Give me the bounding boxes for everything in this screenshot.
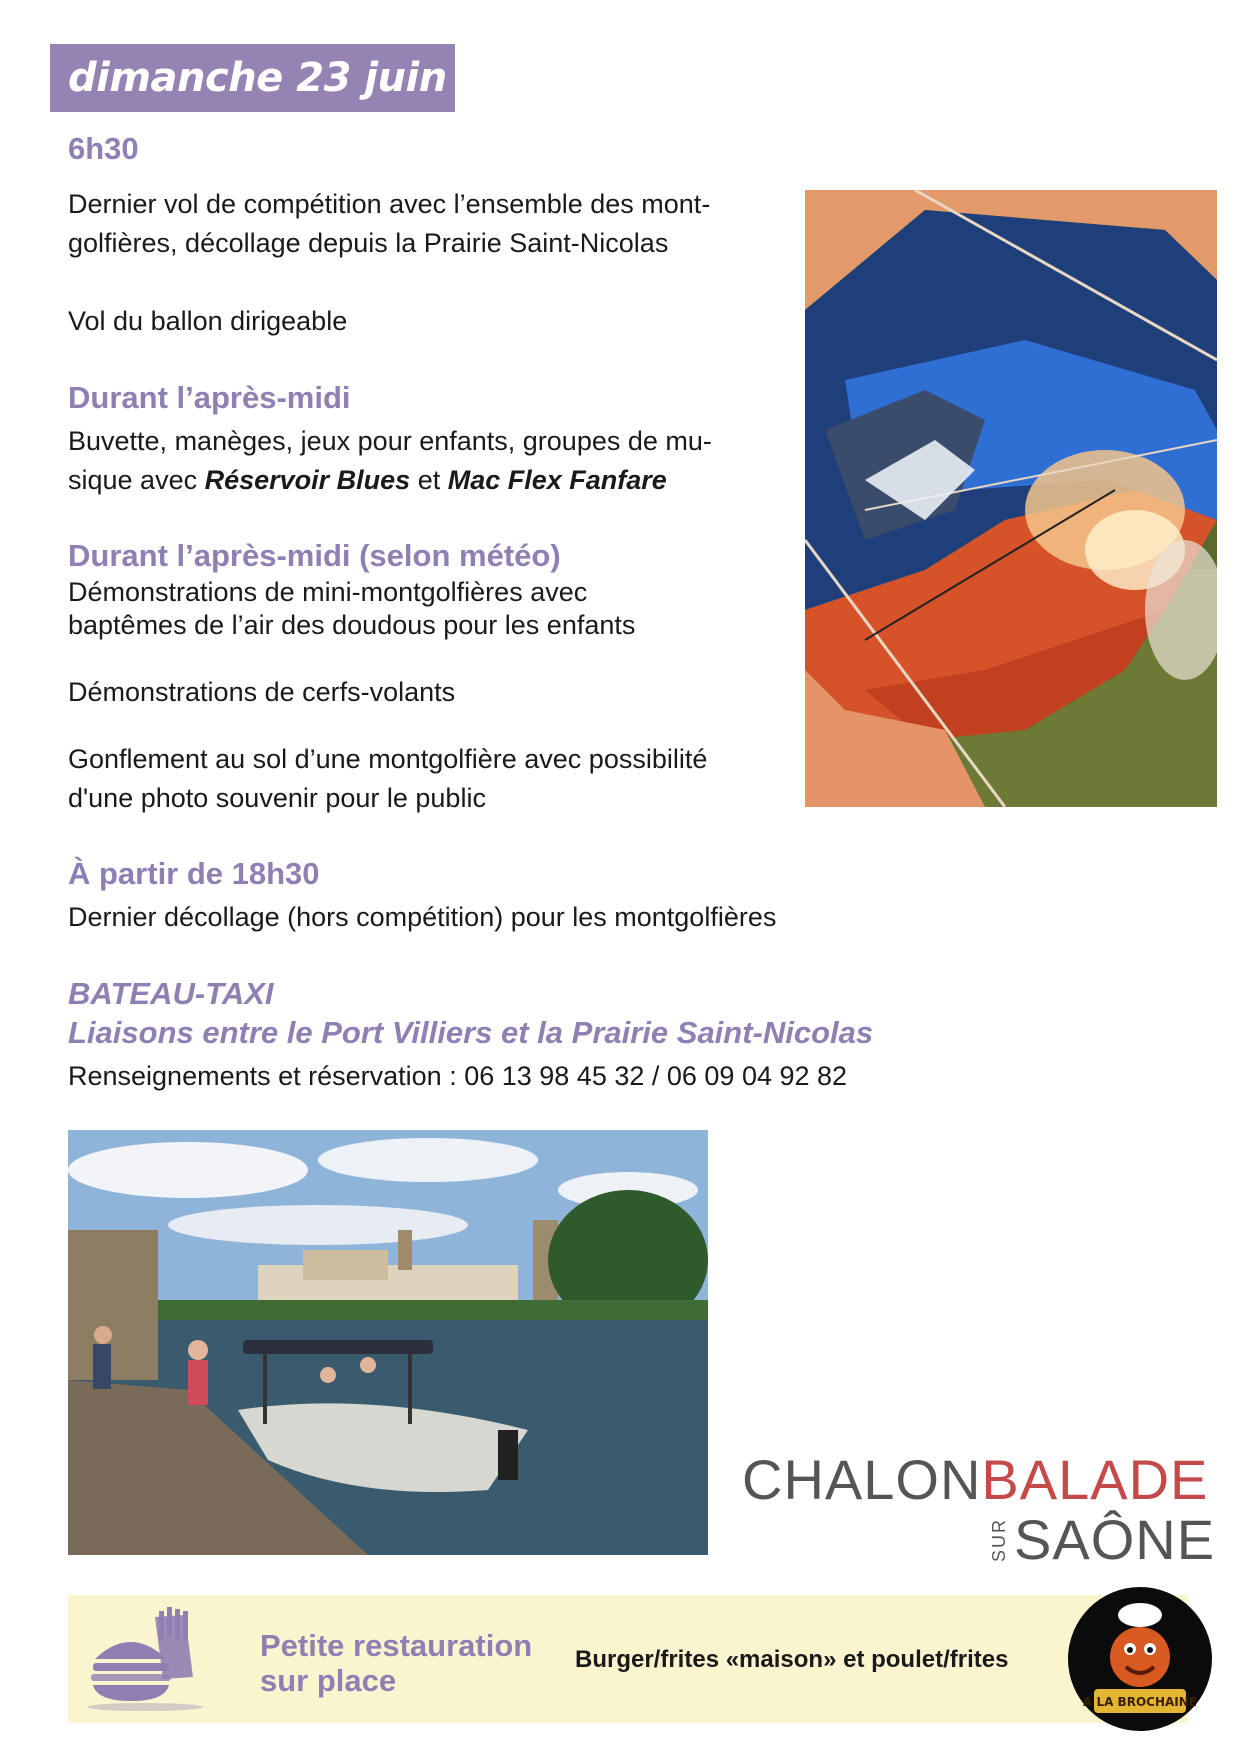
- section-text-line: Dernier vol de compétition avec l’ensemble des mont-: [68, 189, 711, 219]
- logo-row-top: [742, 1450, 1208, 1510]
- logo-word-saone: SAÔNE: [1014, 1508, 1216, 1571]
- section-text-line: Vol du ballon dirigeable: [68, 306, 348, 336]
- brochaine-logo: [1066, 1585, 1214, 1733]
- section-heading-18h30: À partir de 18h30: [68, 856, 320, 891]
- restauration-title-line: Petite restauration: [260, 1628, 533, 1663]
- page-title: dimanche 23 juin: [50, 44, 455, 112]
- section-text-line: Démonstrations de cerfs-volants: [68, 677, 456, 707]
- restauration-detail: Burger/frites «maison» et poulet/frites: [575, 1646, 1009, 1673]
- logo-word-chalon: CHALON: [742, 1448, 982, 1511]
- text-fragment: sique avec: [68, 465, 205, 495]
- section-text-line: Démonstrations de mini-montgolfières avec: [68, 577, 588, 607]
- bateau-heading: BATEAU-TAXI: [68, 976, 274, 1011]
- section-text-line: Gonflement au sol d’une montgolfière avec possibilité: [68, 744, 708, 774]
- logo-word-sur: SUR: [989, 1517, 1009, 1562]
- section-heading-apres-midi: Durant l’après-midi: [68, 380, 351, 415]
- logo-word-balade: BALADE: [981, 1448, 1209, 1511]
- boat-photo-art: [68, 1130, 708, 1555]
- section-text-line: d'une photo souvenir pour le public: [68, 783, 486, 813]
- brochaine-logo-text: A LA BROCHAINE: [1082, 1695, 1198, 1709]
- section-heading-apres-midi-meteo: Durant l’après-midi (selon météo): [68, 538, 561, 573]
- bateau-subheading: Liaisons entre le Port Villiers et la Prairie Saint-Nicolas: [68, 1015, 874, 1050]
- restauration-title-line: sur place: [260, 1663, 397, 1698]
- section-text-line: Buvette, manèges, jeux pour enfants, groupes de mu-: [68, 426, 712, 456]
- section-text-line: Dernier décollage (hors compétition) pour les montgolfières: [68, 902, 777, 932]
- bateau-contact: Renseignements et réservation : 06 13 98 45 32 / 06 09 04 92 82: [68, 1061, 848, 1091]
- text-fragment: et: [410, 465, 448, 495]
- section-text-line: golfières, décollage depuis la Prairie Saint-Nicolas: [68, 228, 669, 258]
- boat-taxi-photo: [68, 1130, 708, 1555]
- balloon-photo-art: [805, 190, 1217, 807]
- burger-fries-icon: [85, 1607, 220, 1712]
- chalon-balade-sur-saone-logo: [742, 1450, 1220, 1570]
- section-text-line-bands: [68, 461, 667, 500]
- section-text-line: baptêmes de l’air des doudous pour les enfants: [68, 610, 636, 640]
- balloon-photo: [805, 190, 1217, 807]
- restauration-title: [260, 1628, 532, 1698]
- band-name: Mac Flex Fanfare: [447, 465, 667, 495]
- band-name: Réservoir Blues: [204, 465, 411, 495]
- section-heading-6h30: 6h30: [68, 131, 139, 166]
